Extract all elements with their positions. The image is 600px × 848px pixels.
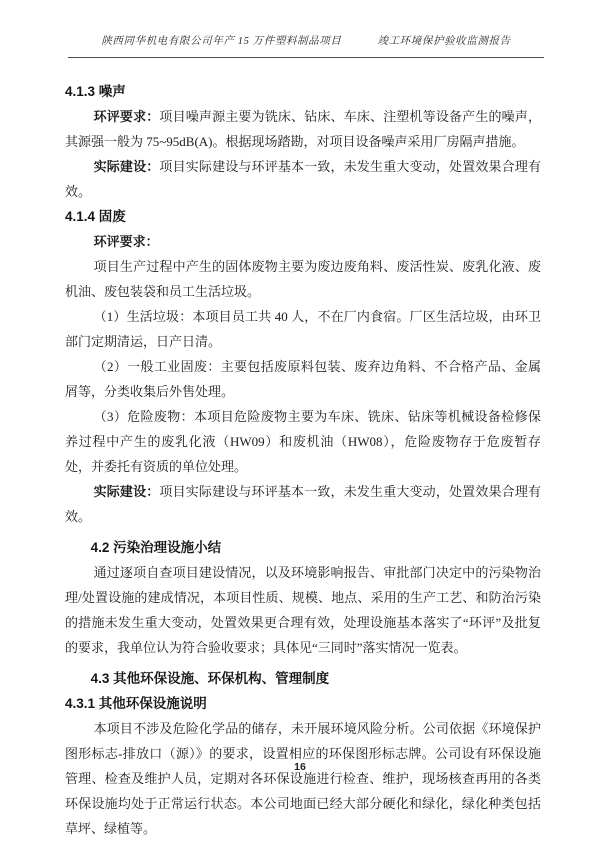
section-heading: 4.3 其他环保设施、环保机构、管理制度: [90, 671, 330, 686]
page-number: 16: [294, 761, 306, 773]
section-heading: 4.1.4 固废: [65, 209, 126, 224]
paragraph-lead-label: 环评要求：: [93, 109, 160, 124]
page-footer: [0, 761, 600, 773]
paragraph: 通过逐项自查项目建设情况，以及环境影响报告、审批部门决定中的污染物治理/处置设施的建成情况，本项目性质、规模、地点、采用的生产工艺、和防治污染的措施未发生重大变动，处置效果更合理有效，处理设施基本落实了“环评”及批复的要求，我单位认为符合验收要求；具体见“三同时”落实情况一览表。: [65, 565, 541, 655]
paragraph: 实际建设：项目实际建设与环评基本一致，未发生重大变动，处置效果合理有效。: [65, 484, 541, 524]
header-project-title: 陕西同华机电有限公司年产 15 万件塑料制品项目: [101, 36, 342, 47]
paragraph: 项目生产过程中产生的固体废物主要为废边废角料、废活性炭、废乳化液、废机油、废包装袋和员工生活垃圾。: [65, 259, 541, 299]
section-heading: 4.1.3 噪声: [65, 84, 126, 99]
section-heading: 4.2 污染治理设施小结: [90, 540, 222, 555]
paragraph: （2）一般工业固废：主要包括废原料包装、废弃边角料、不合格产品、金属屑等，分类收集后外售处理。: [65, 359, 541, 399]
document-body: [65, 79, 541, 841]
paragraph-lead-label: 实际建设：: [93, 159, 160, 174]
paragraph: （3）危险废物：本项目危险废物主要为车床、铣床、钻床等机械设备检修保养过程中产生的废乳化液（HW09）和废机油（HW08），危险废物存于危废暂存处，并委托有资质的单位处理。: [65, 409, 541, 474]
page-header: [68, 33, 544, 58]
header-report-title: 竣工环境保护验收监测报告: [377, 36, 511, 47]
paragraph-lead-label: 环评要求：: [93, 234, 159, 249]
paragraph: （1）生活垃圾：本项目员工共 40 人，不在厂内食宿。厂区生活垃圾，由环卫部门定期清运，日产日清。: [65, 309, 541, 349]
paragraph-lead-label: 实际建设：: [93, 484, 160, 499]
paragraph: [65, 229, 541, 254]
paragraph: 本项目不涉及危险化学品的储存，未开展环境风险分析。公司依据《环境保护图形标志-排放口（源）》的要求，设置相应的环保图形标志牌。公司设有环保设施管理、检查及维护人员，定期对各环保设施进行检查、维护，现场核查再用的各类环保设施均处于正常运行状态。本公司地面已经大部分硬化和绿化，绿化种类包括草坪、绿植等。: [65, 721, 541, 836]
section-heading: 4.3.1 其他环保设施说明: [65, 696, 207, 711]
paragraph: 环评要求：项目噪声源主要为铣床、钻床、车床、注塑机等设备产生的噪声，其源强一般为 75~95dB(A)。根据现场踏勘，对项目设备噪声采用厂房隔声措施。: [65, 109, 541, 149]
paragraph: 实际建设：项目实际建设与环评基本一致，未发生重大变动，处置效果合理有效。: [65, 159, 541, 199]
